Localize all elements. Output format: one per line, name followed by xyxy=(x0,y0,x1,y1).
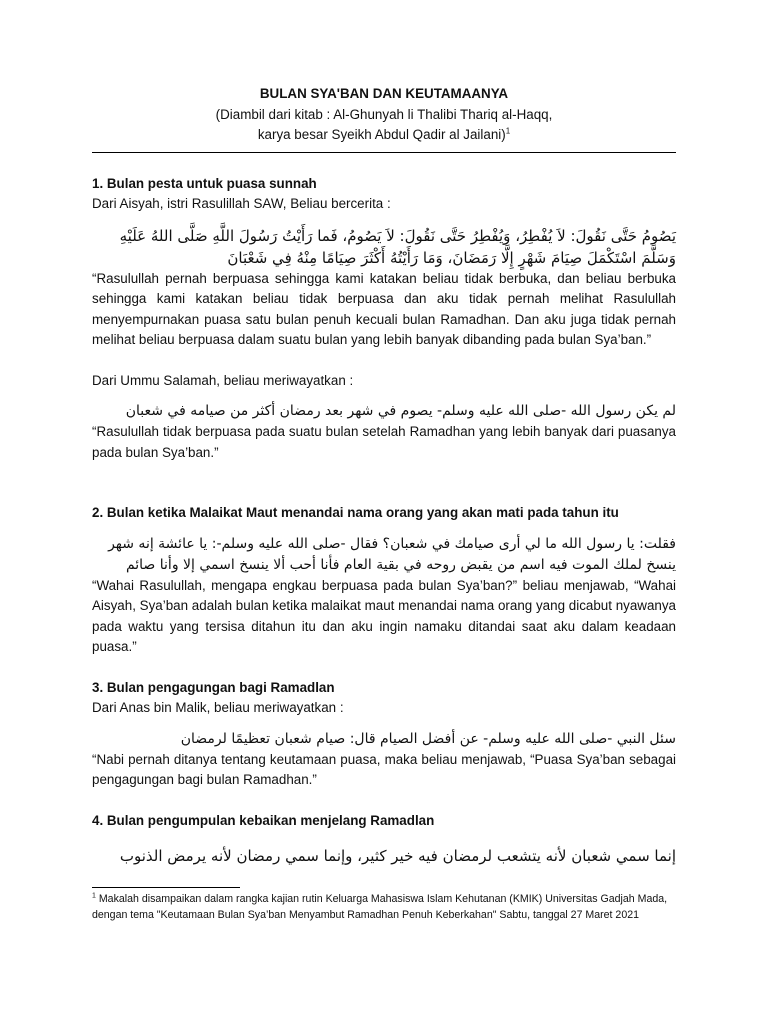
footnote xyxy=(92,892,676,923)
title-block xyxy=(92,84,676,153)
source-line-2-text: karya besar Syeikh Abdul Qadir al Jailani) xyxy=(257,127,506,142)
section-3-heading: 3. Bulan pengagungan bagi Ramadlan xyxy=(92,679,335,695)
section-1-intro-2: Dari Ummu Salamah, beliau meriwayatkan : xyxy=(92,372,354,388)
source-line-2 xyxy=(92,125,676,146)
section-2-heading: 2. Bulan ketika Malaikat Maut menandai nama orang yang akan mati pada tahun itu xyxy=(92,505,619,520)
footnote-text: Makalah disampaikan dalam rangka kajian rutin Keluarga Mahasiswa Islam Kehutanan (KMIK) Universitas Gadjah Mada, dengan tema "Keutamaan Bulan Sya’ban Menyambut Ramadhan Penuh Keberkahan" Sabtu, tanggal 27 Maret 2021 xyxy=(92,893,668,921)
section-3-intro: Dari Anas bin Malik, beliau meriwayatkan : xyxy=(92,700,344,715)
section-1-heading: 1. Bulan pesta untuk puasa sunnah xyxy=(92,175,317,191)
section-4-heading: 4. Bulan pengumpulan kebaikan menjelang Ramadlan xyxy=(92,812,435,828)
section-1-translation-2: “Rasulullah tidak berpuasa pada suatu bulan setelah Ramadhan yang lebih banyak dari puasanya pada bulan Sya’ban.” xyxy=(92,424,676,460)
section-3-arabic: سئل النبي -صلى الله عليه وسلم- عن أفضل الصيام قال: صيام شعبان تعظيمًا لرمضان xyxy=(180,730,676,747)
document-title: BULAN SYA'BAN DAN KEUTAMAANYA xyxy=(259,86,509,101)
footnote-ref[interactable]: 1 xyxy=(505,126,511,136)
section-2-translation: “Wahai Rasulullah, mengapa engkau berpuasa pada bulan Sya’ban?” beliau menjawab, “Wahai Aisyah, Sya’ban adalah bulan ketika malaikat maut menandai nama orang yang dicabut nyawanya pada waktu yang tersisa ditahun itu dan aku ingin namaku ditandai saat aku dalam keadaan puasa.” xyxy=(92,577,676,654)
section-4-arabic: إنما سمي شعبان لأنه يتشعب لرمضان فيه خير كثير، وإنما سمي رمضان لأنه يرمض الذنوب xyxy=(119,847,676,865)
source-line-1: (Diambil dari kitab : Al-Ghunyah li Thalibi Thariq al-Haqq, xyxy=(215,106,553,122)
section-1-intro: Dari Aisyah, istri Rasulillah SAW, Beliau bercerita : xyxy=(92,196,391,211)
document-page xyxy=(92,84,676,867)
footnote-divider xyxy=(92,887,240,888)
section-3-translation: “Nabi pernah ditanya tentang keutamaan puasa, maka beliau menjawab, “Puasa Sya’ban sebagai pengagungan bagi bulan Ramadhan.” xyxy=(92,751,676,787)
footnote-mark: 1 xyxy=(92,892,96,900)
section-1-translation: “Rasulullah pernah berpuasa sehingga kami katakan beliau tidak berbuka, dan beliau berbuka sehingga kami katakan beliau tidak berpuasa dan aku tidak pernah melihat Rasulullah menyempurnakan puasa satu bulan penuh kecuali bulan Ramadhan. Dan aku juga tidak pernah melihat beliau berpuasa dalam suatu bulan yang lebih banyak dibanding pada bulan Sya’ban.” xyxy=(92,270,676,347)
section-1-arabic: يَصُومُ حَتَّى نَقُولَ: لاَ يُفْطِرُ، وَيُفْطِرُ حَتَّى نَقُولَ: لاَ يَصُومُ، فَما رَأَيْتُ رَسُولَ اللَّهِ صَلَّى اللهُ عَلَيْهِ وَسَلَّمَ اسْتَكْمَلَ صِيَامَ شَهْرٍ إِلَّا رَمَضَانَ، وَمَا رَأَيْتُهُ أَكْثَرَ صِيَامًا مِنْهُ فِي شَعْبَانَ xyxy=(119,226,676,267)
section-1-arabic-2: لم يكن رسول الله -صلى الله عليه وسلم- يصوم في شهر بعد رمضان أكثر من صيامه في شعبان xyxy=(125,403,676,419)
section-2-arabic: فقلت: يا رسول الله ما لي أرى صيامك في شعبان؟ فقال -صلى الله عليه وسلم-: يا عائشة إنه شهر ينسخ لملك الموت فيه اسم من يقبض روحه في بقية العام فأنا أحب ألا ينسخ اسمي إلا وأنا صائم xyxy=(108,535,676,573)
